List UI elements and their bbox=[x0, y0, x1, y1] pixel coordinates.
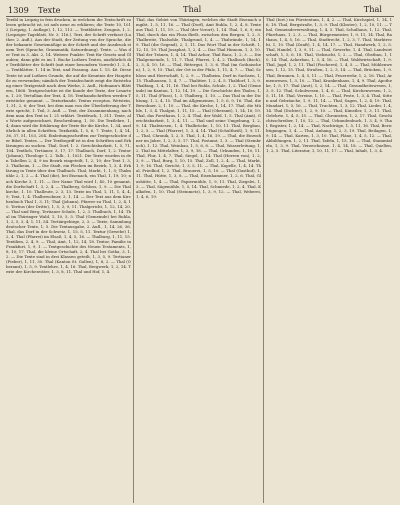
header-right-title: Thal bbox=[363, 4, 382, 14]
column-1-text: Textbl in Leipzig in fein drucken, in welchem die Textschrift zu lesen gebracht ist, ist aufs neue zu erklären; die Texte 10, 1012 (Leipzig, 1. Auflage), 1, 12, 113. — Textblätter, Zeugnis, 1, 2. (Leipziger Tageblatt, Nr. 3. 116.). Text, der Schrift verfasst (Luther, 2. Aufl.). Aus der Stadt, der Zeitung von der Sprache, die der bekannte Gesetzmäßige in der Schrift und der Ausdruck einem Tert (Sprache, Grammatik, Satzordnung). Texte. — Was der Text in 3. Akt. 2, 14. Weitere Punkte: Text für Gesetz und Glauben; dann gibt es im 1. Buche Luthers Textes, ausführlich die Textblätter der Schrift (mit einer besondern Vorrede) 1, 2, 4. — Textblätter, 1. 14 in Text, und Fassung. Aus 1. 15. 46. Diese Texte ist auf Luthers Grunde, die auf die Kenntnis der Hauptteile zu verwenden; nämlich der Textabschnitt zeigt die Entstehung einer Textgestalt nach dem Werke, 2. Aufl., Hofmann's Blättern, 1868. Textgeschichte ist die Kunde der Texte, der Lesarten, 1, 20; Tertullian der Text, 4, 18. Texthandschriften werden Textstücke genannt. — Texturkunde, Textus receptus, Wetstein, 1, 31, 2, 6; der Text, bei dem man von der Überlieferung der Texte spricht, 1. Teil, 3. Aufl. — Text, der Zusammenhang, nach dem man den Text in 1. 21 erklärt. Textdruck, 1, 311. Texte, als Worte aufgezeichnet, Beschreibung, 1, 50. Die Textlehre, 1, 4; dann wird die Erklärung der Texte für die Kirche, 1, 34, ausführlich in allen Schriften. Textkritik, 1, 5, 6, 7. Texte, 1, 4, 14, 36, 37, 51, 103, 204. Einleitungsschriften zur Textgeschichte der Bibel. Textes. — Der Textbegriff ist in den Schriften und Erklärungen zu suchen. Thal, Dorf, 1. 2. Gerichtsbarkeit, 1, 5, 71, 104. Textlich, Tertianer, 3, 17, 17. Thalbach, Dorf, 1, 2. Textor (Johann), Theologe 1, 2. Talb., 1, 1021. Die Texte wurden in den Tabellen 2, 4, 9 im Bezirk eingeteilt, 1, 2, 10; der Text 1, 3, 3. Thalheim, 1. — Die Stadt, ein Flecken im Bezirk, 1, 3, 4. Erklärung in Texte über den Thalbach. Thal, Markt, 1, 1, 5; Thalmühle 2, 1, 2 — 4. Thal (die), bei Eisenach, ein Thal, 1, 19, 10; nach Kirche 3, 1, 11. — Der Name Thal wird 1, 40, 10 genannt, die Dorfschaft 1, 3, 2, 4. — Thalberg, Schloss, 1, 9. — Die Thalkirche, 1. 10. Thalleute, 2. 3, 13. Texte im Thal, 1, 11, 1, 4, 4, 9; Text, 1, 4. Thalbewohner, 3, 1, 14. — Der Text aus dem Kirchenbuch Thal 1, 3, 11; Thal (Johann), Pfarrer zu Thal, 1, 2, 4, 10. Tertius (der Dritte), 1, 5, 3, 9, 11. Thalgericht, 1, 12, 14, 20. — Thal und Berg, Tertianer Schule, 1, 2, 3. Thalbuch, 1, 14. Thal im Thüringer Wald, 1, 10, 5, 5. Thal (Gemeinde) bei Ruhla, 1, 2, 5, 3, 4, 1, 11, 54. Tertiärgebirge, 2, 3. — Texte, Sammlung deutscher Texte, 1, 5. Die Textausgabe, 2. Aufl., 1, 14, 26, 36. Thal, das Dorf in der Schweiz, 1, 15, 5, 11. Textur (Gewebe) 1, 2, 4. Thal (Pfarrei) im Elsaß, 1, 4, 5, 16. — Thalburg, 1, 11, 15. Textilien, 2, 4, 9. — Thal, Amt, 1, 12, 14, 18. Textor, Familie in Frankfurt, 1, 9, 1. — Textgeschichte des Neuen Testaments, 1, 8, 10, 17. Thal, die kleine Ortschaft, 2, 4. Thal bei Gotha, 3, 1, 2. — Die Texte sind in drei Klassen geteilt, 1, 3, 5, 9. Tertianer (Fieber), 1, 11, 30. Thal (Kanton St. Gallen), 1, 8, 2. — Thal (Oberamt), 1, 5, 9. Textlehre, 1, 4, 16. Thal, Bergwerk, 1, 2, 14. Texte der Kirchenväter, 1, 3, 8, 11. Thal und Hof, 1, 4. bbox=[6, 17, 131, 275]
header-left-title: Texte bbox=[38, 5, 61, 15]
text-columns bbox=[6, 17, 394, 503]
column-divider-1 bbox=[133, 17, 134, 503]
column-3 bbox=[266, 17, 392, 503]
column-2 bbox=[136, 17, 261, 503]
header-middle-title: Thal bbox=[183, 4, 202, 14]
page-number: 1309 bbox=[8, 5, 29, 15]
column-1 bbox=[6, 17, 131, 503]
column-divider-2 bbox=[263, 17, 264, 503]
page-header bbox=[6, 3, 394, 17]
column-3-text: Thal (fort.) im Fürstentum, 1, 4, 2. — Thal, Kirchspiel, 1, 14, 16, 18. Thal, Bergstraße, 1, 3, 9. Thal (Kloster), 1, 2, 10, 11. — Thal, Gemeindeverwaltung, 1, 4, 5. Thal, Schulhaus, 1, 12. Thal, Pfarrhaus, 1, 2, 3. — Thal, Bürgermeister, 1, 9, 11, 14. Thal, Rathaus, 1, 4, 5, 16. — Thal, Stadtrecht, 1, 2, 3, 7. Thal, Marktrecht, 1, 10. Thal (Zunft), 1, 4, 14, 17. — Thal, Handwerk, 1, 2, 5. Thal, Handel, 1, 3, 9, 11. — Thal, Gewerbe, 1, 4. Thal, Landwirtschaft, 1, 5, 6, 18. Thal, Viehzucht, 1, 2. — Thal, Obstbau, 1, 10, 14. Thal, Ackerbau, 1, 3, 4, 16. — Thal, Waldwirtschaft, 1, 9. Thal, Jagd, 1, 2, 11. Thal (Fischerei), 1, 4, 5. — Thal, Mühlenwesen, 1, 12, 15. Thal, Straßen, 1, 2, 3, 14. — Thal, Brücken, 1, 9. Thal, Brunnen, 1, 4, 5, 11. — Thal, Feuerwehr, 1, 2, 16. Thal, Armenwesen, 1, 3, 10. — Thal, Krankenhaus, 1, 4, 9. Thal, Apotheke, 1, 5, 17. Thal (Arzt), 1, 2, 14. — Thal, Gesundheitswesen, 1, 3, 9, 12. Thal, Schulwesen, 1, 4, 6. — Thal, Kirchenwesen, 1, 2, 5, 11, 18. Thal, Vereine, 1, 10. — Thal, Feste, 1, 3, 4. Thal, Sitten und Gebräuche, 1, 9, 11, 14. — Thal, Sagen, 1, 2, 4, 19. Thal, Mundart, 1, 5, 16. — Thal, Trachten, 1, 3, 12. Thal, Lieder, 1, 4, 14. Thal (Dichter), 1, 2, 9, 10. — Thal, Künstler, 1, 3, 11. Thal, Gelehrte, 1, 4, 5, 15. — Thal, Chronisten, 1, 2, 17. Thal, Geschichtsschreiber, 1, 10, 12. — Thal, Urkundenbuch, 1, 3, 4, 9. Thal, Register, 1, 2, 14. — Thal, Nachträge, 1, 5, 11, 16. Thal, Berichtigungen, 1, 4. — Thal, Anhang, 1, 2, 3, 19. Thal, Beilagen, 1, 9, 14. — Thal, Karten, 1, 3, 10. Thal, Pläne, 1, 4, 5, 12. — Thal, Abbildungen, 1, 2, 11. Thal, Tafeln, 1, 15, 16. — Thal, Stammtafeln, 1, 3, 9. Thal, Verzeichnisse, 1, 4, 14, 18. — Thal, Quellen, 1, 2, 5. Thal, Literatur, 1, 10, 11, 17. — Thal, Inhalt, 1, 3, 4. bbox=[266, 17, 392, 154]
column-2-text: Thal, das Gebiet von Thüringen, welches die Stadt Eisenach umgibt, 1, 5, 11, 16. — Thal (Dorf), Amt Ruhla, 1, 2, 4, 8. Texte aus Thal, 1, 11, 19. — Thal (der Vorort), 1, 14. Thal, 1, 6, 9; ein Thal, durch das ein Fluss fließt, zwischen den Bergen, 1, 2, 3. Thalbreite, Thalsohle, Thalgrund, 1, 4. — Thalwände, 1, 14, 19. Thal (die Gegend), 2, 1, 11. Das Wort Thal in der Schrift, 1, 12, 15, 19. Thal Josaphat, 1, 2, 4. — Das Thal Hinnom, 1, 3, 10. Thal der Tränen, 1, 4, 14. Thal Achor, Thal Baca, 1, 2, 3. — Die Thalgemeinde, 1, 11, 7. Thal, Pfarrei, 1, 4, 2. Thalbach (Bach), 2, 3, 4, 10, 16. — Thal, Rittergut, 1, 3, 6. Thal (im Gothaischen), 1, 2, 9, 15. Thal, der Ort in der Pfalz, 1, 11, 4, 7. — Thal, Schloss und Herrschaft, 1, 2, 9. — Thalheim, Dorf in Sachsen, 1, 15. Thalhausen, 1, 4, 7. — Thalitter, 1, 2, 4, 5. Thaldorf, 1, 3, 9. Thalfang, 1, 4, 11, 16. Thal bei Ruhla, Schule, 1, 2. Thal (Gemeinde) im Kanton, 1, 12, 14, 19. — Die Geschichte des Thales, 1, 5, 11. Thal (Fluss), 1, 3. Thalberg, 1, 10. — Das Thal in der Dichtung, 1, 2, 4, 15. Thal im Allgemeinen, 1, 5, 6, 9, 16. Thal, die Bewohner, 2, 1, 10. — Thal, die Kirche, 1, 14, 17. Thal, die Mühle, 1, 3, 4. Thalgut, 1, 11, 15. — Thal (Oberamt), 1, 14, 16, 19. Thal, das Forsthaus, 1, 2, 4. Thal, der Wald, 1, 5. Thal (Amt), Gerichtsbarkeit, 1, 3, 4, 11. — Thal und seine Umgebung, 1, 2, 9, 14. Thalwiesen, 1, 4. Thalbrücke, 1, 10, 11. Thal, Bergbau, 1, 2, 5. — Thal (Pfarrer), 1, 3, 4, 14. Thal (Schultheiß), 1, 9, 11. — Thal, Chronik, 1, 2, 5. Thal, 1, 4, 16, 19. — Thal, die Einwohner im Jahre, 1, 2, 3, 5, 17. Thal, Postamt, 1, 3. — Thal (Steinbruch), 1, 12. Thal, Weinbau, 1, 5, 6, 8. — Thal, Wasserleitung, 1, 2. Thal im Mittelalter, 1, 3, 9, 18. — Thal, Urkunden, 1, 10, 11. Thal, Flur, 1, 4, 7. Thal, Siegel, 1, 14. Thal (Herren von), 1, 2, 3, 9. — Thal, Burg, 1, 10, 15. Thal, Zoll, 1, 2, 4. — Thal, Markt, 1, 9, 16. Thal, Gericht, 1, 3, 5, 11. — Thal, Kapelle, 1, 4, 14. Thal, Friedhof, 1, 2. Thal, Brauerei, 1, 5, 10. — Thal (Gasthof), 1, 11. Thal, Hütte, 1, 3, 8. — Thal, Eisenhammer, 1, 2, 6. Thal, Glashütte, 1, 4. — Thal, Papiermühle, 1, 9, 11. Thal, Ziegelei, 1, 3. — Thal, Sägemühle, 1, 5, 14. Thal, Schmiede, 1, 2, 4. Thal, Kalkofen, 1, 10. Thal (Steinmetz), 1, 3, 9, 12. — Thal, Weberei, 1, 4, 6, 19. bbox=[136, 17, 261, 199]
